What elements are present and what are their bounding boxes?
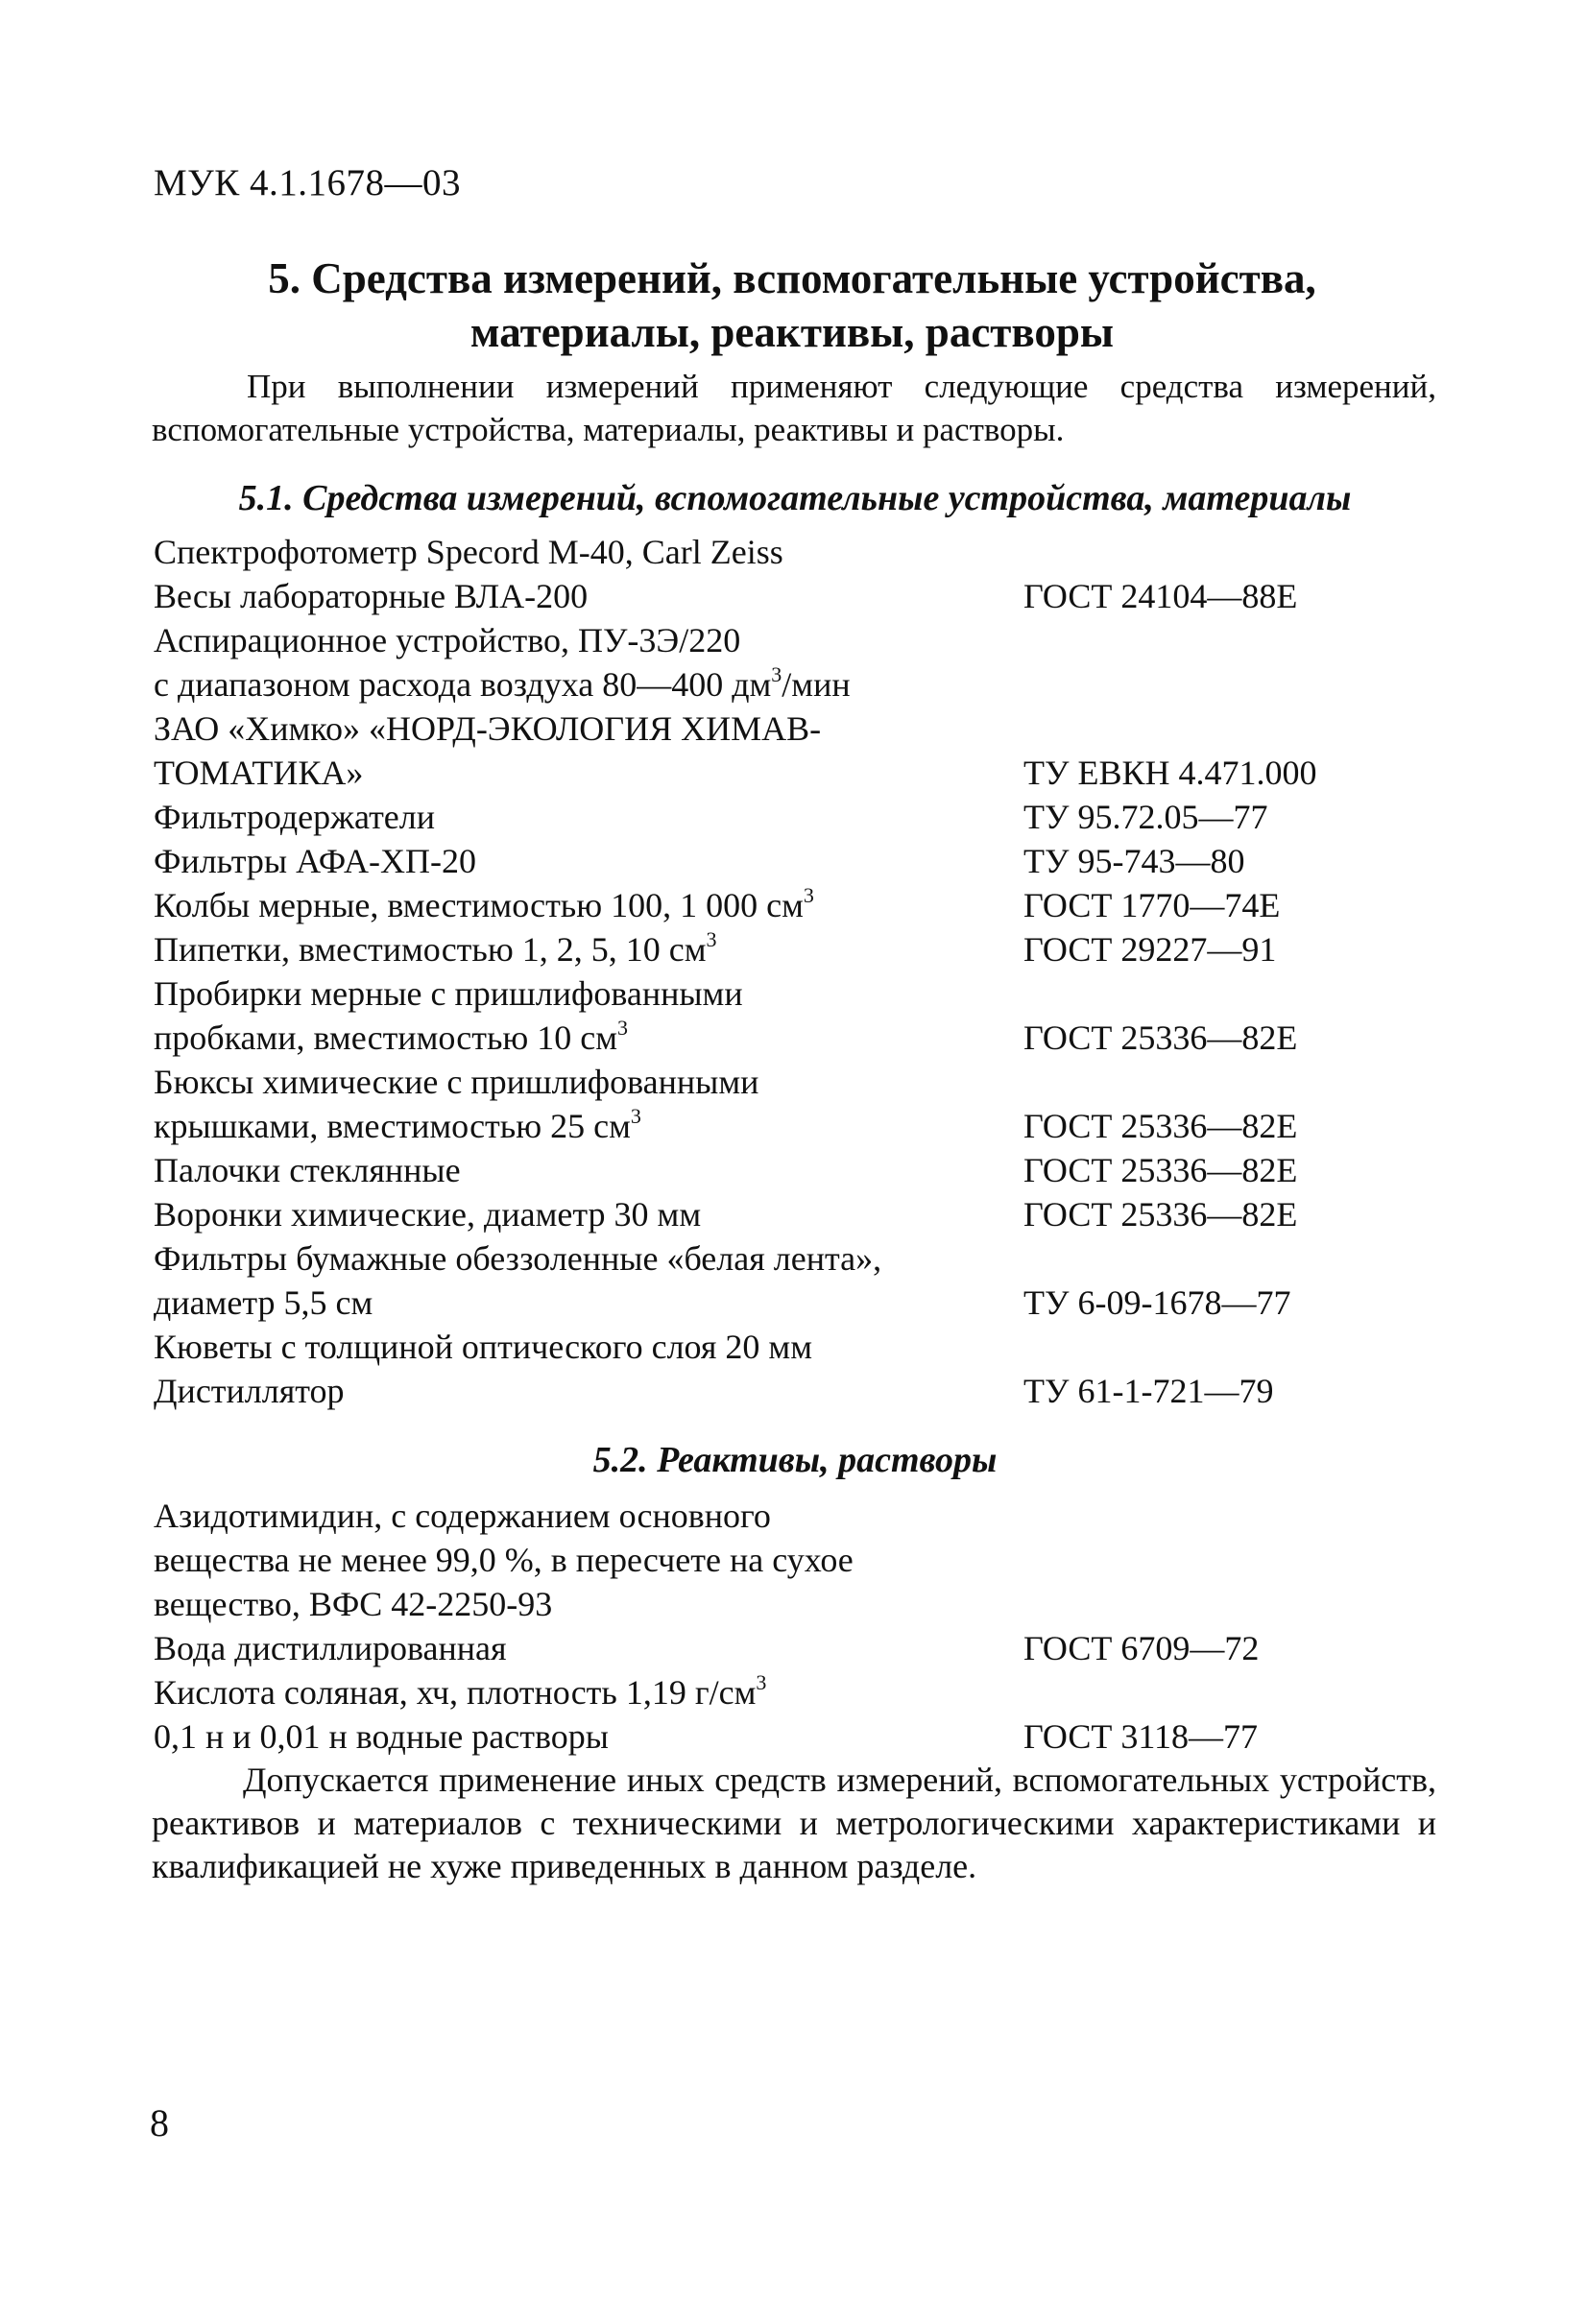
section-intro: При выполнении измерений применяют следующие средства измерений, вспомогательные устройства, материалы, реактивы и растворы.	[152, 368, 1436, 448]
item-name: Весы лабораторные ВЛА-200	[154, 577, 589, 615]
item-name: Дистиллятор	[154, 1372, 345, 1410]
item-name: вещество, ВФС 42-2250-93	[154, 1585, 553, 1623]
item-name: Аспирационное устройство, ПУ-3Э/220	[154, 621, 741, 659]
item-name: Пипетки, вместимостью 1, 2, 5, 10 $см^3$	[154, 927, 717, 969]
item-name: Воронки химические, диаметр 30 мм	[154, 1195, 702, 1234]
list-item	[154, 1714, 1440, 1759]
list-item	[154, 1538, 1440, 1582]
item-name: ЗАО «Химко» «НОРД-ЭКОЛОГИЯ ХИМАВ-	[154, 709, 822, 748]
item-standard: ГОСТ 25336—82Е	[1023, 1195, 1298, 1234]
item-name: вещества не менее 99,0 %, в пересчете на сухое	[154, 1541, 854, 1579]
item-name: Палочки стеклянные	[154, 1151, 461, 1189]
section-title-line-2: материалы, реактивы, растворы	[469, 308, 1115, 356]
item-standard: ГОСТ 6709—72	[1023, 1629, 1260, 1667]
item-standard: ГОСТ 1770—74Е	[1023, 886, 1281, 924]
item-name: Бюксы химические с пришлифованными	[154, 1063, 759, 1101]
list-item	[154, 1494, 1440, 1538]
item-name: с диапазоном расхода воздуха 80—400 $дм^3$/мин	[154, 662, 851, 704]
item-standard: ТУ 61-1-721—79	[1023, 1372, 1274, 1410]
list-item	[154, 1626, 1440, 1670]
item-name: Фильтры бумажные обеззоленные «белая лента»,	[154, 1239, 882, 1278]
item-standard: ГОСТ 25336—82Е	[1023, 1107, 1298, 1145]
item-name: Пробирки мерные с пришлифованными	[154, 974, 743, 1013]
item-name: Кислота соляная, хч, плотность 1,19 $г/см^3$	[154, 1670, 767, 1712]
document-code: МУК 4.1.1678—03	[154, 162, 462, 204]
item-standard: ГОСТ 29227—91	[1023, 930, 1277, 969]
item-name: диаметр 5,5 см	[154, 1283, 373, 1322]
item-name: крышками, вместимостью 25 $см^3$	[154, 1104, 641, 1145]
item-name: Азидотимидин, с содержанием основного	[154, 1497, 771, 1535]
item-standard: ТУ 6-09-1678—77	[1023, 1283, 1291, 1322]
item-name: Вода дистиллированная	[154, 1629, 507, 1667]
section-title-line-1: 5. Средства измерений, вспомогательные устройства,	[268, 254, 1316, 302]
item-name: ТОМАТИКА»	[154, 754, 364, 792]
page-number: 8	[150, 2101, 169, 2144]
item-standard: ТУ 95.72.05—77	[1023, 798, 1268, 836]
list-item	[154, 1670, 1440, 1714]
subsection-title-equipment: 5.1. Средства измерений, вспомогательные устройства, материалы	[238, 478, 1352, 518]
item-standard: ТУ 95-743—80	[1023, 842, 1245, 880]
item-standard: ГОСТ 25336—82Е	[1023, 1018, 1298, 1057]
item-name: Колбы мерные, вместимостью 100, 1 000 $см^3$	[154, 883, 814, 924]
list-item	[154, 1582, 1440, 1626]
closing-paragraph: Допускается применение иных средств измерений, вспомогательных устройств, реактивов и материалов с техническими и метрологическими характеристиками и квалификацией не хуже приведенных в данном разделе.	[152, 1761, 1436, 1885]
item-standard: ГОСТ 25336—82Е	[1023, 1151, 1298, 1189]
item-name: пробками, вместимостью 10 $см^3$	[154, 1016, 629, 1057]
item-name: Фильтродержатели	[154, 798, 436, 836]
item-standard: ГОСТ 3118—77	[1023, 1717, 1259, 1756]
item-name: Кюветы с толщиной оптического слоя 20 мм	[154, 1328, 812, 1366]
item-name: Фильтры АФА-ХП-20	[154, 842, 476, 880]
item-standard: ГОСТ 24104—88Е	[1023, 577, 1298, 615]
item-standard: ТУ ЕВКН 4.471.000	[1023, 754, 1317, 792]
item-name: 0,1 н и 0,01 н водные растворы	[154, 1717, 609, 1756]
item-name: Спектрофотометр Specord M-40, Carl Zeiss	[154, 533, 783, 571]
subsection-title-reagents: 5.2. Реактивы, растворы	[592, 1440, 998, 1480]
